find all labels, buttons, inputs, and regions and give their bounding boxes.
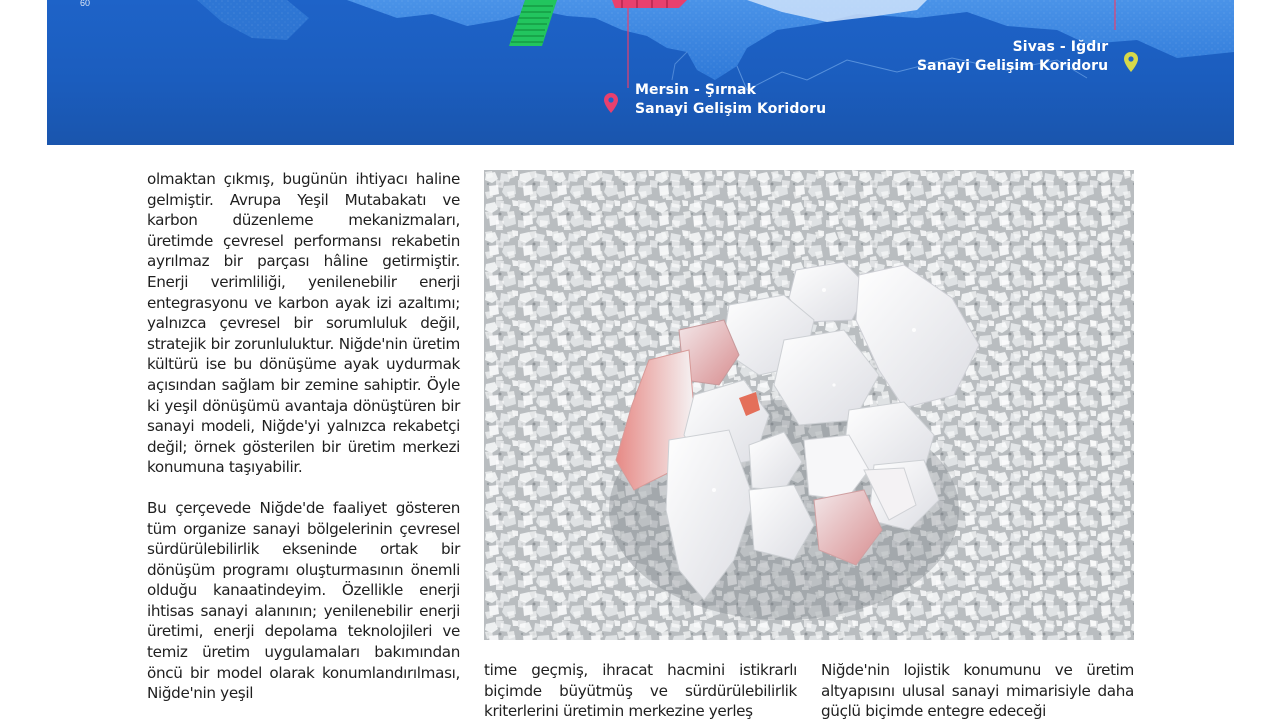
- marble-rocks-image: [484, 170, 1134, 640]
- corridor-label-mersin-sirnak: [635, 81, 826, 119]
- page-number: 60: [80, 0, 91, 8]
- article-column-1: [147, 169, 460, 704]
- article-paragraph: olmaktan çıkmış, bugünün ihtiyacı haline gelmiştir. Avrupa Yeşil Mutabakatı ve karbon düzenleme mekanizmaları, üretimde çevresel performansı rekabetin ayrılmaz bir parçası hâline getirmiştir. Enerji verimliliği, yenilenebilir enerji entegrasyonu ve karbon ayak izi azaltımı; yalnızca çevresel bir sorumluluk değil, stratejik bir zorunluluktur. Niğde'nin üretim kültürü ise bu dönüşüme ayak uydurmak açısından sağlam bir zemine sahiptir. Öyle ki yeşil dönüşümü avantaja dönüştüren bir sanayi modeli, Niğde'yi yalnızca rekabetçi değil; örnek gösterilen bir üretim merkezi konumuna taşıyabilir.: [147, 170, 460, 477]
- map-banner: [47, 0, 1234, 145]
- article-column-2: [484, 660, 797, 722]
- article-paragraph: time geçmiş, ihracat hacmini istikrarlı biçimde büyütmüş ve sürdürülebilirlik kriterlerini üretimin merkezine yerleş: [484, 661, 797, 721]
- corridor-name: Mersin - Şırnak: [635, 82, 756, 98]
- article-column-3: [821, 660, 1134, 722]
- marble-aggregate-photo: [484, 170, 1134, 640]
- corridor-subtitle: Sanayi Gelişim Koridoru: [635, 101, 827, 117]
- article-paragraph: Niğde'nin lojistik konumunu ve üretim altyapısını ulusal sanayi mimarisiyle daha güçlü biçimde entegre edeceği: [821, 661, 1134, 721]
- map-pin-yellow-icon: [1123, 51, 1139, 73]
- corridor-subtitle: Sanayi Gelişim Koridoru: [917, 58, 1109, 74]
- article-paragraph: Bu çerçevede Niğde'de faaliyet gösteren tüm organize sanayi bölgelerinin çevresel sürdürülebilirlik ekseninde ortak bir dönüşüm programı oluşturmasının önemli olduğu kanaatindeyim. Özellikle enerji ihtisas sanayi alanının; yenilenebilir enerji üretimi, enerji depolama teknolojileri ve temiz üretim uygulamaları bakımından öncü bir model olarak konumlandırılması, Niğde'nin yeşil: [147, 498, 460, 703]
- corridor-label-sivas-igdir: [917, 38, 1108, 76]
- map-pin-red-icon: [603, 92, 619, 114]
- corridor-name: Sivas - Iğdır: [1012, 39, 1109, 55]
- red-corridor-route: [612, 0, 687, 8]
